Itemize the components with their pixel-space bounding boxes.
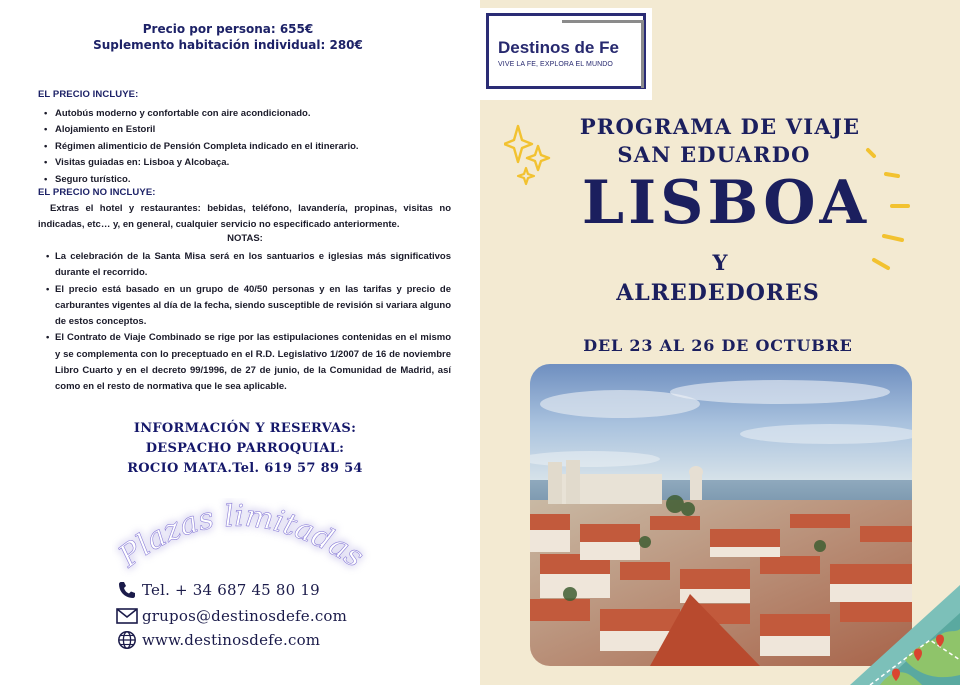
notes-title: NOTAS: — [227, 233, 263, 244]
program-title: PROGRAMA DE VIAJE — [579, 114, 861, 139]
travel-dates: DEL 23 AL 26 DE OCTUBRE — [583, 336, 853, 355]
price-block — [0, 21, 456, 53]
right-panel — [480, 0, 960, 685]
program-subtitle: SAN EDUARDO — [617, 142, 811, 167]
limited-places-badge — [112, 498, 372, 578]
logo — [480, 8, 652, 100]
list-item: • La celebración de la Santa Misa será en los santuarios e iglesias más significativos durante el recorrido. — [46, 249, 451, 282]
website-line[interactable] — [116, 629, 320, 651]
includes-list — [44, 106, 464, 188]
reservations-info — [100, 419, 390, 479]
list-item: • Régimen alimenticio de Pensión Completa indicado en el itinerario. — [44, 139, 464, 155]
notes-list — [46, 249, 451, 396]
price-per-person: Precio por persona: 655€ — [142, 22, 314, 36]
single-room-supplement: Suplemento habitación individual: 280€ — [93, 38, 363, 52]
parish-office: DESPACHO PARROQUIAL: — [145, 441, 345, 456]
list-item: • El Contrato de Viaje Combinado se rige por las estipulaciones contenidas en el mismo y se complementa con lo preceptuado en el R.D. Legislativo 1/2007 de 16 de noviembre Libro Cuarto y en el decreto 99/1996, de 27 de junio, de la Comunidad de Madrid, así como en el resto de normativa que le sea aplicable. — [46, 330, 451, 395]
map-icon — [810, 565, 960, 685]
list-item: • Alojamiento en Estoril — [44, 122, 464, 138]
list-item: • Seguro turístico. — [44, 172, 464, 188]
info-heading: INFORMACIÓN Y RESERVAS: — [133, 421, 357, 436]
limited-places-text: Plazas limitadas — [112, 498, 370, 576]
phone-line[interactable] — [116, 579, 320, 601]
list-item: • Autobús moderno y confortable con aire acondicionado. — [44, 106, 464, 122]
not-included-text: Extras el hotel y restaurantes: bebidas, teléfono, lavandería, propinas, visitas no indicadas, etc… y, en general, cualquier servicio no especificado anteriormente. — [38, 203, 451, 230]
email-line[interactable] — [116, 605, 347, 627]
svg-text:Plazas limitadas — [112, 499, 370, 575]
globe-icon — [116, 629, 138, 651]
phone-icon — [116, 579, 138, 601]
destination-subtitle: ALREDEDORES — [616, 280, 820, 306]
list-item: • Visitas guiadas en: Lisboa y Alcobaça. — [44, 155, 464, 171]
email-address: grupos@destinosdefe.com — [142, 607, 348, 625]
envelope-icon — [116, 605, 138, 627]
list-item: • El precio está basado en un grupo de 40/50 personas y en las tarifas y precio de carburantes vigentes al día de la fecha, siendo susceptible de revisión si variara alguno de estos conceptos. — [46, 282, 451, 331]
website-url: www.destinosdefe.com — [142, 631, 321, 649]
not-included-title: EL PRECIO NO INCLUYE: — [38, 187, 156, 198]
phone-number: Tel. + 34 687 45 80 19 — [142, 581, 320, 599]
destination-title: LISBOA — [581, 168, 871, 238]
connector-text: Y — [712, 250, 728, 275]
contact-person: ROCIO MATA.Tel. 619 57 89 54 — [127, 461, 363, 476]
logo-title: Destinos de Fe — [498, 38, 619, 57]
logo-tagline: VIVE LA FE, EXPLORA EL MUNDO — [498, 61, 613, 68]
includes-title: EL PRECIO INCLUYE: — [38, 89, 139, 100]
